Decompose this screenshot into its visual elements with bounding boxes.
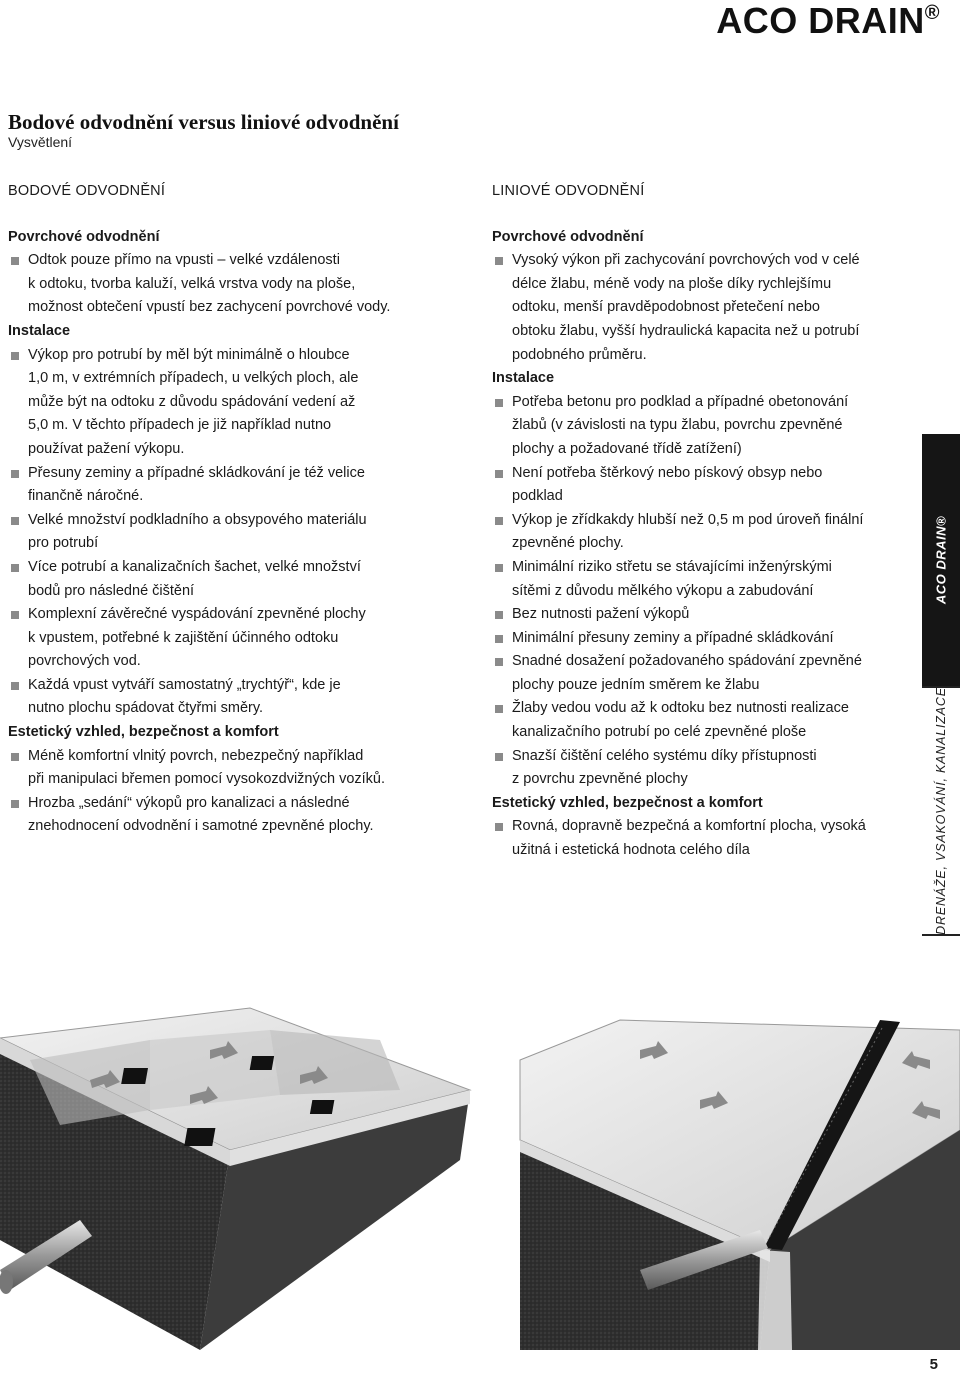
bullet-item: Není potřeba štěrkový nebo pískový obsyp nebo podklad — [492, 462, 912, 509]
page-number: 5 — [929, 1356, 938, 1373]
bullet-item: Výkop pro potrubí by měl být minimálně o hloubce 1,0 m, v extrémních případech, u velkých ploch, ale může být na odtoku z důvodu spádování vedení až 5,0 m. V těchto případech je již například nutno používat pažení výkopu. — [8, 344, 448, 462]
page-subtitle: Vysvětlení — [8, 134, 73, 150]
category-side-tab: DRENÁŽE, VSAKOVÁNÍ, KANALIZACE — [922, 686, 960, 936]
bullet-item: Výkop je zřídkakdy hlubší než 0,5 m pod úroveň finální zpevněné plochy. — [492, 509, 912, 556]
bullet-item: Bez nutnosti pažení výkopů — [492, 603, 912, 627]
bullet-item: Přesuny zeminy a případné skládkování je též velice finančně náročné. — [8, 462, 448, 509]
bullet-item: Rovná, dopravně bezpečná a komfortní plocha, vysoká užitná i estetická hodnota celého díla — [492, 815, 912, 862]
linear-drainage-column — [492, 180, 912, 863]
section-heading: Povrchové odvodnění — [8, 228, 160, 245]
column-heading: BODOVÉ ODVODNĚNÍ — [8, 183, 166, 199]
bullet-item: Každá vpust vytváří samostatný „trychtýř“, kde je nutno plochu spádovat čtyřmi směry. — [8, 674, 448, 721]
page-title: Bodové odvodnění versus liniové odvodnění — [8, 110, 399, 134]
bullet-item: Snazší čištění celého systému díky přístupnosti z povrchu zpevněné plochy — [492, 745, 912, 792]
section-heading: Instalace — [8, 322, 71, 339]
bullet-item: Potřeba betonu pro podklad a případné obetonování žlabů (v závislosti na typu žlabu, povrchu zpevněné plochy a požadované třídě zatížení) — [492, 391, 912, 462]
point-drainage-column — [8, 180, 448, 839]
bullet-item: Hrozba „sedání“ výkopů pro kanalizaci a následné znehodnocení odvodnění i samotné zpevněné plochy. — [8, 792, 448, 839]
bullet-item: Snadné dosažení požadovaného spádování zpevněné plochy pouze jedním směrem ke žlabu — [492, 650, 912, 697]
bullet-item: Minimální přesuny zeminy a případné skládkování — [492, 627, 912, 651]
bullet-item: Žlaby vedou vodu až k odtoku bez nutnosti realizace kanalizačního potrubí po celé zpevněné ploše — [492, 697, 912, 744]
bullet-item: Odtok pouze přímo na vpusti – velké vzdálenosti k odtoku, tvorba kaluží, velká vrstva vody na ploše, možnost obtečení vpustí bez zachycení povrchové vody. — [8, 249, 448, 320]
bullet-item: Vysoký výkon při zachycování povrchových vod v celé délce žlabu, méně vody na ploše díky rychlejšímu odtoku, menší pravděpodobnost přetečení nebo obtoku žlabu, vyšší hydraulická kapacita než u potrubí podobného průměru. — [492, 249, 912, 367]
column-heading: LINIOVÉ ODVODNĚNÍ — [492, 183, 645, 199]
bullet-item: Více potrubí a kanalizačních šachet, velké množství bodů pro následné čištění — [8, 556, 448, 603]
brand-logo: ACO DRAIN® — [716, 0, 940, 41]
bullet-item: Velké množství podkladního a obsypového materiálu pro potrubí — [8, 509, 448, 556]
section-heading: Estetický vzhled, bezpečnost a komfort — [8, 724, 279, 741]
linear-drainage-block — [520, 1020, 960, 1350]
section-heading: Povrchové odvodnění — [492, 228, 644, 245]
section-heading: Estetický vzhled, bezpečnost a komfort — [492, 794, 763, 811]
bullet-item: Minimální riziko střetu se stávajícími inženýrskými sítěmi z důvodu mělkého výkopu a zabudování — [492, 556, 912, 603]
bullet-item: Komplexní závěrečné vyspádování zpevněné plochy k vpustem, potřebné k zajištění účinného odtoku povrchových vod. — [8, 603, 448, 674]
brand-side-tab: ACO DRAIN® — [922, 434, 960, 686]
bullet-item: Méně komfortní vlnitý povrch, nebezpečný například při manipulaci břemen pomocí vysokozdvižných vozíků. — [8, 745, 448, 792]
point-drainage-block — [0, 1008, 470, 1350]
drainage-illustration — [0, 1000, 960, 1350]
section-heading: Instalace — [492, 370, 555, 387]
